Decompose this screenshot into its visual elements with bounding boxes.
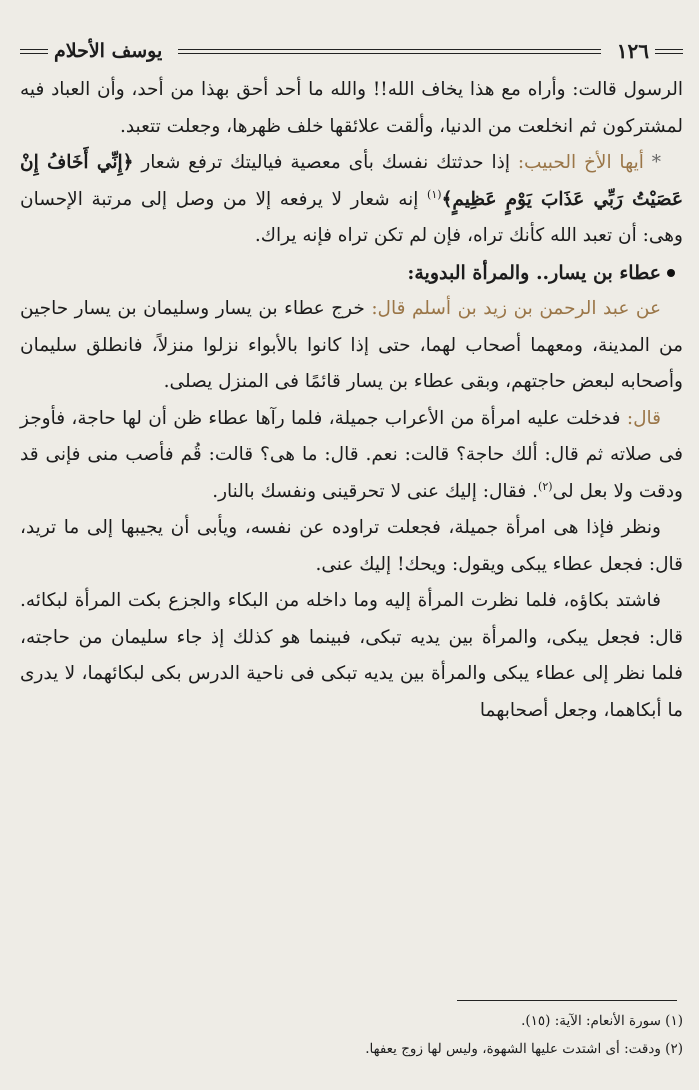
header-rule-right <box>655 49 683 54</box>
paragraph-4-text-a: فدخلت عليه امرأة من الأعراب جميلة، فلما رآها عطاء ظن أن لها حاجة، فأوجز فى صلاته ثم قال: ألك حاجة؟ قالت: نعم. قال: ما هى؟ قالت: قُم فأصب منى فإنى قد ودقت ولا بعل لى <box>20 407 683 502</box>
header-rule-left <box>20 49 48 54</box>
footnotes <box>20 1000 683 1063</box>
paragraph-3-lead: عن عبد الرحمن بن زيد بن أسلم قال: <box>371 298 662 319</box>
section-heading-text: عطاء بن يسار.. والمرأة البدوية: <box>407 261 661 284</box>
page-number: ١٢٦ <box>616 39 649 63</box>
bullet-icon <box>667 269 675 277</box>
paragraph-2 <box>20 145 683 255</box>
paragraph-4-text-b: . فقال: إليك عنى لا تحرقينى ونفسك بالنار. <box>212 480 539 502</box>
page-body <box>20 72 683 729</box>
footnote-rule <box>457 1000 677 1001</box>
paragraph-4-lead: قال: <box>626 407 661 429</box>
footnote-ref-1: (١) <box>427 187 442 201</box>
paragraph-2-lead: أيها الأخ الحبيب: <box>517 152 644 173</box>
paragraph-5: ونظر فإذا هى امرأة جميلة، فجعلت تراوده عن نفسه، ويأبى أن يجيبها إلى ما تريد، قال: فجعل عطاء يبكى ويقول: ويحك! إليك عنى. <box>20 517 683 575</box>
paragraph-2-text-b: إنه شعار لا يرفعه إلا من وصل إلى مرتبة الإحسان وهى: أن تعبد الله كأنك تراه، فإن لم تكن تراه فإنه يراك. <box>20 188 683 246</box>
book-title: يوسف الأحلام <box>54 40 163 62</box>
footnote-2: (٢) ودقت: أى اشتدت عليها الشهوة، وليس لها زوج يعفها. <box>365 1041 683 1057</box>
paragraph-2-text-a: إذا حدثتك نفسك بأى معصية فياليتك ترفع شعار <box>133 152 518 173</box>
footnote-ref-2: (٢) <box>538 479 553 493</box>
running-header <box>20 36 683 66</box>
paragraph-6: فاشتد بكاؤه، فلما نظرت المرأة إليه وما داخله من البكاء والجزع بكت المرأة لبكائه. قال: فجعل يبكى، والمرأة بين يديه تبكى، فبينما هو كذلك إذ جاء سليمان من حاجته، فلما نظر إلى عطاء يبكى والمرأة بين يديه تبكى فى ناحية الدرس بكى لبكائهما، لا يدرى ما أبكاهما، وجعل أصحابهما <box>20 590 683 721</box>
section-heading <box>20 255 683 292</box>
footnote-1: (١) سورة الأنعام: الآية: (١٥). <box>521 1013 683 1029</box>
paragraph-1: الرسول قالت: وأراه مع هذا يخاف الله!! والله ما أحد أحق بهذا من أحد، وأن العباد فيه لمشتركون ثم انخلعت من الدنيا، وألقت علائقها خلف ظهرها، وجعلت تتعبد. <box>20 79 683 137</box>
paragraph-3 <box>20 291 683 401</box>
paragraph-3-text: خرج عطاء بن يسار وسليمان بن يسار حاجين من المدينة، ومعهما أصحاب لهما، حتى إذا كانوا بالأبواء نزلوا منزلاً، فانطلق سليمان وأصحابه لبعض حاجتهم، وبقى عطاء بن يسار قائمًا فى المنزل يصلى. <box>20 298 683 392</box>
header-rule-middle <box>178 49 600 54</box>
paragraph-4 <box>20 401 683 511</box>
quran-verse: ﴿إِنِّي أَخَافُ إِنْ عَصَيْتُ رَبِّي عَذَابَ يَوْمٍ عَظِيمٍ﴾ <box>20 152 683 210</box>
asterisk-marker: * <box>651 152 661 173</box>
